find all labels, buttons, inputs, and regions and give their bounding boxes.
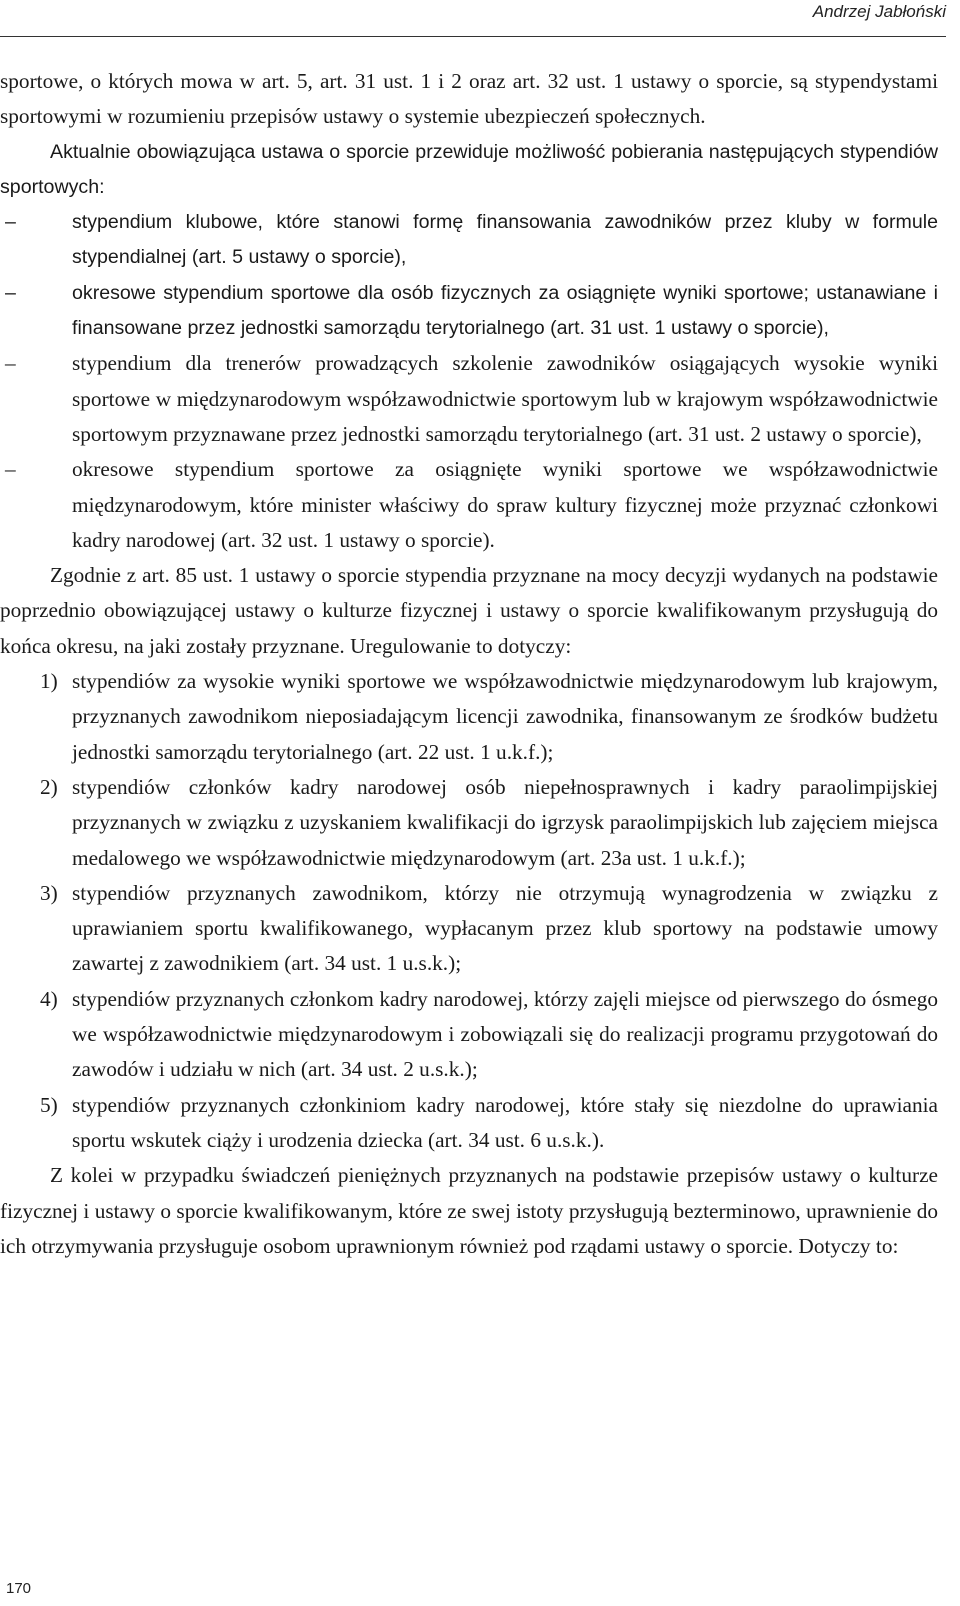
dash-list-item [0,346,938,452]
paragraph-4: Z kolei w przypadku świadczeń pieniężnych przyznanych na podstawie przepisów ustawy o kulturze fizycznej i ustawy o sporcie kwalifikowanym, które ze swej istoty przysługują bezterminowo, uprawnienie do ich otrzymywania przysługuje osobom uprawnionym również pod rządami ustawy o sporcie. Dotyczy to: [0,1163,938,1258]
running-header [0,0,946,34]
header-author: Andrzej Jabłoński [812,2,946,21]
dash-item-text: stypendium klubowe, które stanowi formę finansowania zawodników przez kluby w formule stypendialnej (art. 5 ustawy o sporcie), [72,211,938,269]
dash-marker: – [5,351,16,376]
dash-marker: – [5,457,16,482]
dash-item-text: okresowe stypendium sportowe dla osób fizycznych za osiągnięte wyniki sportowe; ustanawiane i finansowane przez jednostki samorządu terytorialnego (art. 31 ust. 1 ustawy o sporcie), [72,281,938,340]
numbered-list-item [0,876,938,982]
numbered-item-text: stypendiów przyznanych członkiniom kadry narodowej, które stały się niezdolne do uprawiania sportu wskutek ciąży i urodzenia dziecka (art. 34 ust. 6 u.s.k.). [72,1092,938,1152]
numbered-list-item [0,1088,938,1159]
header-rule [0,36,946,37]
dash-list-item [0,205,938,276]
numbered-list-item [0,664,938,770]
number-marker: 1) [40,669,58,694]
number-marker: 2) [40,774,58,799]
number-marker: 4) [40,986,58,1011]
number-marker: 5) [40,1092,58,1117]
page-number: 170 [6,1580,32,1597]
dash-marker: – [5,281,16,304]
numbered-item-text: stypendiów przyznanych zawodnikom, którzy nie otrzymują wynagrodzenia w związku z uprawianiem sportu kwalifikowanego, wypłacanym przez klub sportowy na podstawie umowy zawartej z zawodnikiem (art. 34 ust. 1 u.s.k.); [72,880,938,976]
dash-marker: – [5,211,16,234]
paragraph-3: Zgodnie z art. 85 ust. 1 ustawy o sporcie stypendia przyznane na mocy decyzji wydanych na podstawie poprzednio obowiązującej ustawy o kulturze fizycznej i ustawy o sporcie kwalifikowanym przysługują do końca okresu, na jaki zostały przyznane. Uregulowanie to dotyczy: [0,563,938,658]
numbered-item-text: stypendiów za wysokie wyniki sportowe we współzawodnictwie międzynarodowym lub krajowym, przyznanych zawodnikom nieposiadającym licencji zawodnika, finansowanym ze środków budżetu jednostki samorządu terytorialnego (art. 22 ust. 1 u.k.f.); [72,669,938,764]
paragraph-1: sportowe, o których mowa w art. 5, art. 31 ust. 1 i 2 oraz art. 32 ust. 1 ustawy o sporcie, są stypendystami sportowymi w rozumieniu przepisów ustawy o systemie ubezpieczeń społecznych. [0,69,938,129]
dash-list-item [0,452,938,558]
numbered-item-text: stypendiów przyznanych członkom kadry narodowej, którzy zajęli miejsce od pierwszego do ósmego we współzawodnictwie międzynarodowym i zobowiązali się do realizacji programu przygotowań do zawodów i udziału w nich (art. 34 ust. 2 u.s.k.); [72,986,938,1082]
regulation-list [0,664,938,1158]
numbered-list-item [0,770,938,876]
number-marker: 3) [40,880,58,905]
dash-item-text: okresowe stypendium sportowe za osiągnięte wyniki sportowe we współzawodnictwie międzynarodowym, które minister właściwy do spraw kultury fizycznej może przyznać członkowi kadry narodowej (art. 32 ust. 1 ustawy o sporcie). [72,457,938,552]
dash-item-text: stypendium dla trenerów prowadzących szkolenie zawodników osiągających wysokie wyniki sportowe w międzynarodowym współzawodnictwie sportowym lub w krajowym współzawodnictwie sportowym przyznawane przez jednostki samorządu terytorialnego (art. 31 ust. 2 ustawy o sporcie), [72,351,938,446]
stipend-types-list [0,205,938,558]
paragraph-2: Aktualnie obowiązująca ustawa o sporcie przewiduje możliwość pobierania następujących stypendiów sportowych: [0,140,938,198]
numbered-list-item [0,982,938,1088]
dash-list-item [0,276,938,347]
page-content [0,64,938,1264]
numbered-item-text: stypendiów członków kadry narodowej osób niepełnosprawnych i kadry paraolimpijskiej przyznanych w związku z uzyskaniem kwalifikacji do igrzysk paraolimpijskich lub zajęciem miejsca medalowego we współzawodnictwie międzynarodowym (art. 23a ust. 1 u.k.f.); [72,774,938,870]
